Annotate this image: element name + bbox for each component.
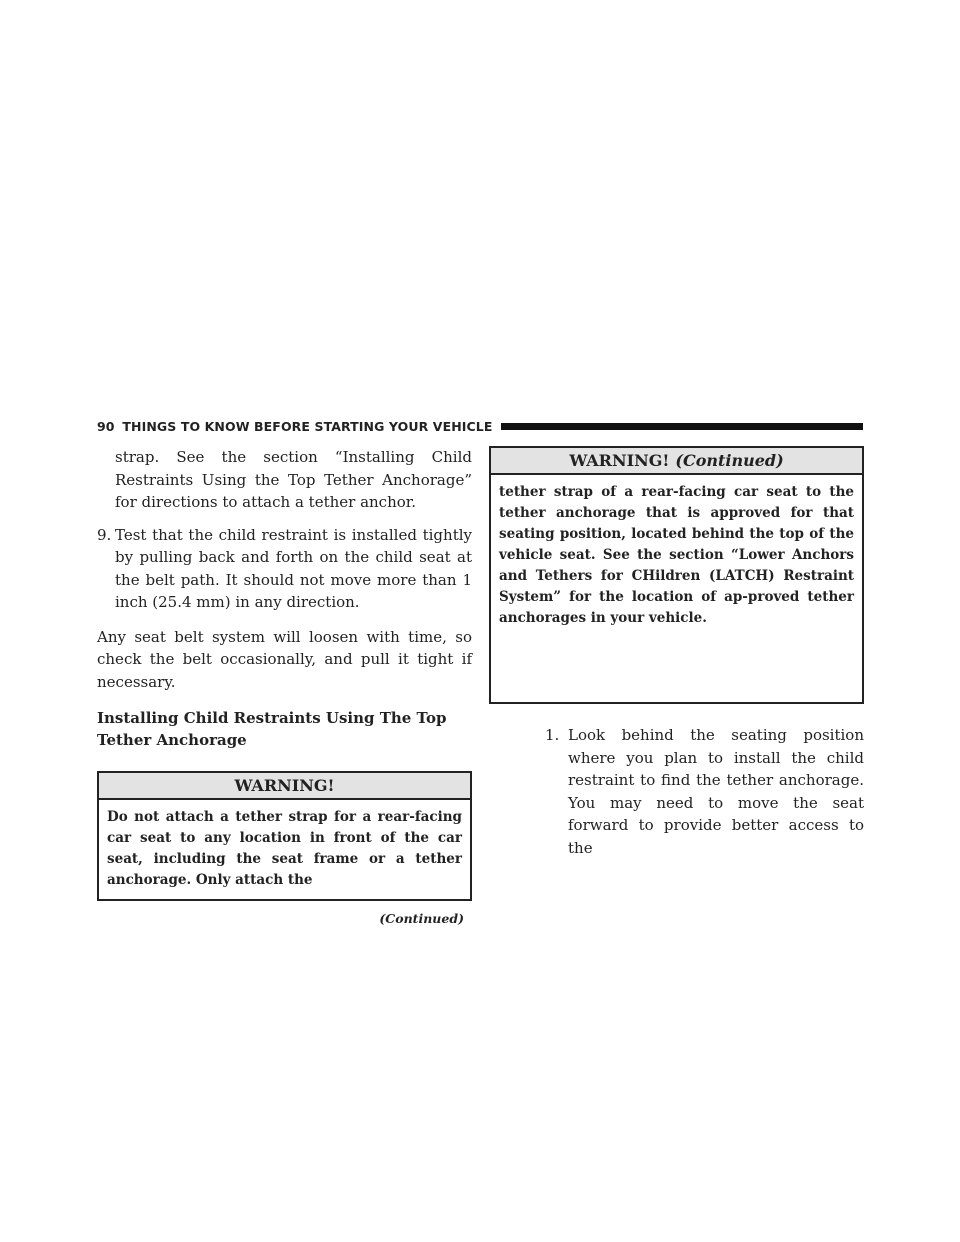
warning-title: WARNING! (234, 776, 335, 795)
left-column (97, 446, 472, 926)
section-subheading: Installing Child Restraints Using The Top Tether Anchorage (97, 709, 447, 749)
warning-header (99, 773, 470, 800)
page-number: 90 (97, 418, 115, 434)
header-rule (501, 423, 864, 430)
step-1 (489, 724, 864, 859)
right-column (489, 446, 864, 859)
warning-text: tether strap of a rear-facing car seat to the tether anchorage that is approved for that seating position, located behind the top of the vehicle seat. See the section “Lower Anchors and Tethers for CHildren (LATCH) Restraint System” for the location of ap-proved tether anchorages in your vehicle. (499, 484, 854, 626)
step-text: Look behind the seating position where you plan to install the child restraint to find the tether anchorage. You may need to move the seat forward to provide better access to the (568, 726, 864, 857)
warning-text: Do not attach a tether strap for a rear-facing car seat to any location in front of the car seat, including the seat frame or a tether anchorage. Only attach the (107, 809, 462, 888)
seat-belt-paragraph: Any seat belt system will loosen with time, so check the belt occasionally, and pull it tight if necessary. (97, 627, 472, 691)
continued-label: (Continued) (379, 911, 464, 926)
page-header (97, 418, 863, 434)
warning-header (491, 448, 862, 475)
continued-paragraph: strap. See the section “Installing Child Restraints Using the Top Tether Anchorage” for directions to attach a tether anchor. (115, 448, 472, 511)
step-number: 9. (97, 525, 112, 544)
warning-title: WARNING! (569, 451, 670, 470)
warning-box (97, 771, 472, 901)
step-number: 1. (545, 726, 560, 744)
warning-box-continued (489, 446, 864, 704)
step-9 (97, 524, 472, 614)
warning-title-continued: (Continued) (675, 451, 784, 470)
running-head: THINGS TO KNOW BEFORE STARTING YOUR VEHICLE (122, 418, 493, 434)
step-text: Test that the child restraint is installed tightly by pulling back and forth on the child seat at the belt path. It should not move more than 1 inch (25.4 mm) in any direction. (115, 525, 472, 611)
